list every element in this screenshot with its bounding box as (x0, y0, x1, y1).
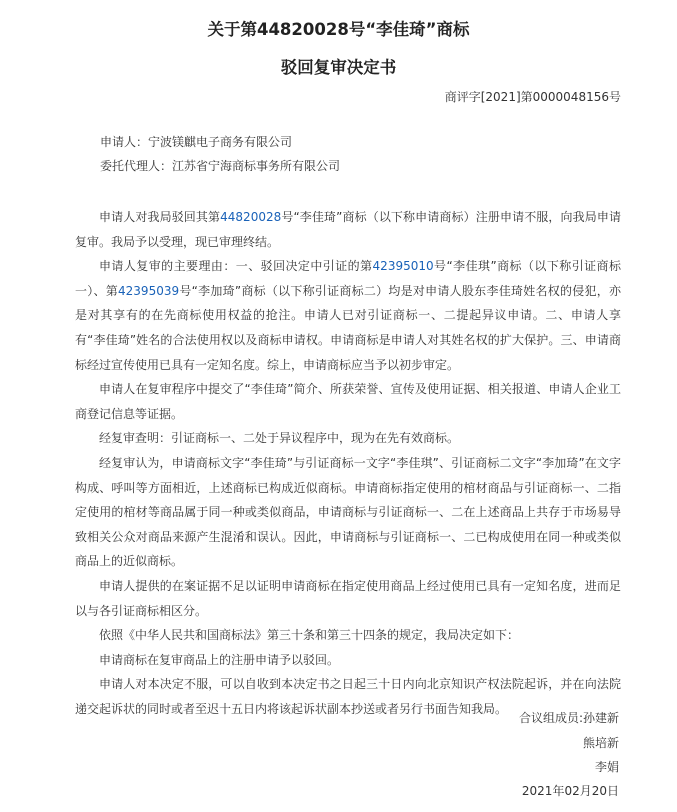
decision-body (75, 205, 621, 721)
panel-member-1: 合议组成员:孙建新 (518, 711, 619, 725)
paragraph-analysis: 经复审认为，申请商标文字“李佳琦”与引证商标一文字“李佳琪”、引证商标二文字“李加琦”在文字构成、呼叫等方面相近，上述商标已构成近似商标。申请商标指定使用的棺材商品与引证商标一、二指定使用的棺材等商品属于同一种或类似商品，申请商标与引证商标一、二在上述商品上共存于市场易导致相关公众对商品来源产生混淆和误认。因此，申请商标与引证商标一、二已构成使用在同一种或类似商品上的近似商标。 (75, 455, 621, 569)
panel-member-3: 李娟 (594, 760, 619, 774)
paragraph-evidence: 申请人在复审程序中提交了“李佳琦”简介、所获荣誉、宣传及使用证据、相关报道、申请人企业工商登记信息等证据。 (75, 382, 621, 421)
cited-trademark-2-number-link[interactable]: 42395039 (118, 283, 180, 298)
document-number: 商评字[2021]第0000048156号 (444, 90, 621, 104)
paragraph-evidence-assessment: 申请人提供的在案证据不足以证明申请商标在指定使用商品上经过使用已具有一定知名度，进而足以与各引证商标相区分。 (75, 578, 621, 618)
paragraph-request: 申请人对我局驳回其第44820028号“李佳琦”商标（以下称申请商标）注册申请不服，向我局申请复审。我局予以受理，现已审理终结。 (75, 210, 621, 249)
paragraph-appeal-notice: 申请人对本决定不服，可以自收到本决定书之日起三十日内向北京知识产权法院起诉，并在向法院递交起诉状的同时或者至迟十五日内将该起诉状副本抄送或者另行书面告知我局。 (75, 677, 621, 716)
trademark-number-link[interactable]: 44820028 (220, 210, 282, 224)
document-title: 关于第44820028号“李佳琦”商标 (207, 20, 470, 39)
paragraph-findings: 经复审查明：引证商标一、二处于异议程序中，现为在先有效商标。 (99, 431, 460, 446)
paragraph-reasons: 申请人复审的主要理由：一、驳回决定中引证的第42395010号“李佳琪”商标（以下称引证商标一）、第42395039号“李加琦”商标（以下称引证商标二）均是对申请人股东李佳琦姓名权的侵犯，亦是对其享有的在先商标使用权益的抢注。申请人已对引证商标一、二提起异议申请。二、申请人享有“李佳琦”姓名的合法使用权以及商标申请权。申请商标是申请人对其姓名权的扩大保护。三、申请商标经过宣传使用已具有一定知名度。综上，申请商标应当予以初步审定。 (75, 259, 621, 372)
paragraph-decision: 申请商标在复审商品上的注册申请予以驳回。 (99, 652, 340, 667)
cited-trademark-1-number-link[interactable]: 42395010 (372, 259, 434, 274)
paragraph-legal-basis: 依照《中华人民共和国商标法》第三十条和第三十四条的规定，我局决定如下： (99, 628, 520, 643)
agent-line: 委托代理人：江苏省宁海商标事务所有限公司 (100, 159, 341, 173)
panel-member-2: 熊培新 (582, 736, 619, 750)
decision-date: 2021年02月20日 (521, 784, 619, 798)
document-subtitle: 驳回复审决定书 (280, 58, 397, 77)
applicant-line: 申请人：宁波镁麒电子商务有限公司 (100, 135, 293, 149)
